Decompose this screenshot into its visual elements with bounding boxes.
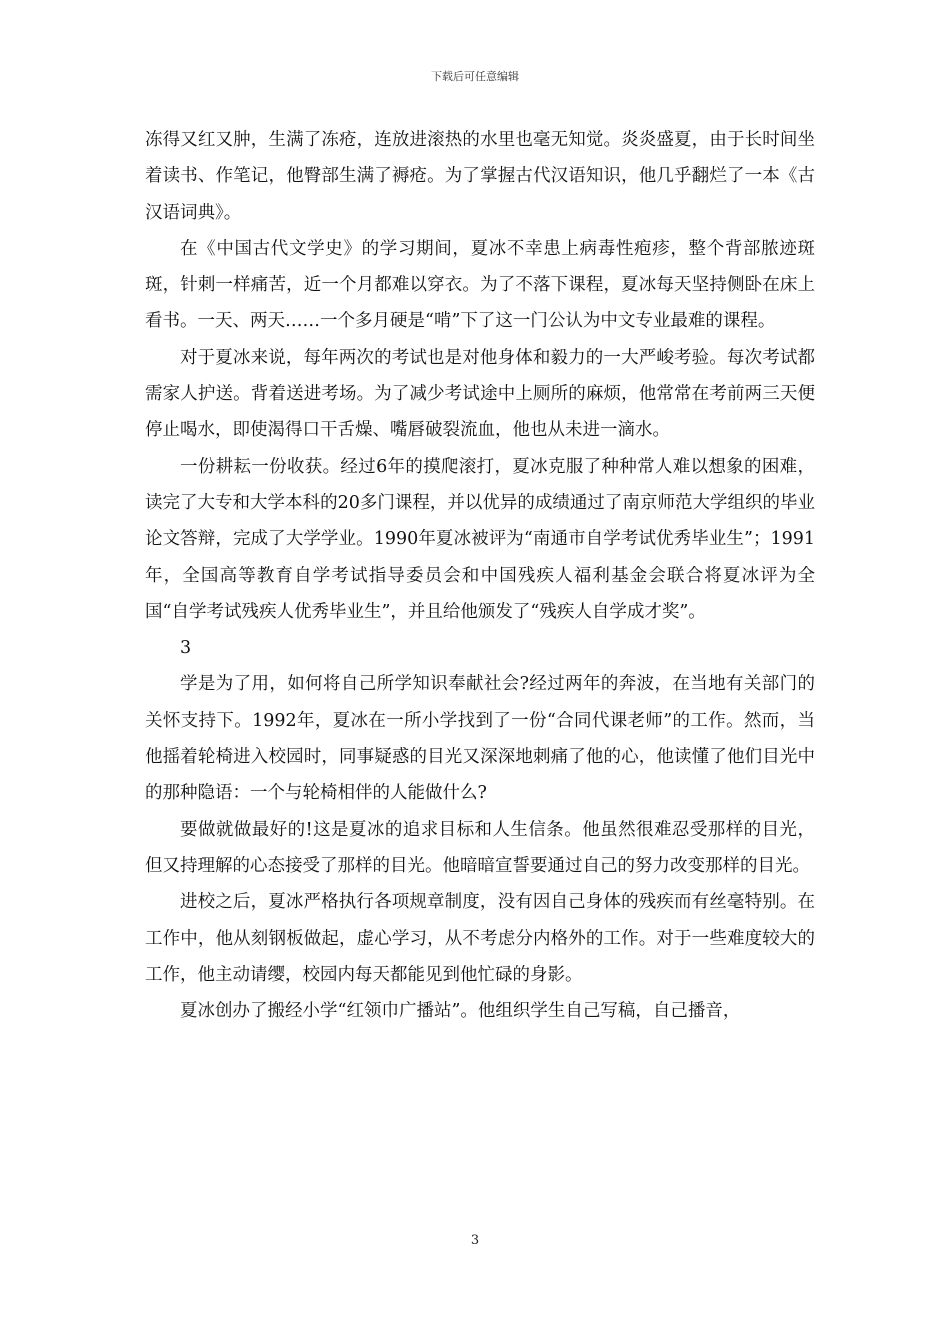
page-number: 3 — [470, 1233, 480, 1248]
page-header-note: 下载后可任意编辑 — [431, 70, 519, 83]
paragraph: 一份耕耘一份收获。经过6年的摸爬滚打，夏冰克服了种种常人难以想象的困难，读完了大专和大学本科的20多门课程，并以优异的成绩通过了南京师范大学组织的毕业论文答辩，完成了大学学业。1990年夏冰被评为“南通市自学考试优秀毕业生”；1991年，全国高等教育自学考试指导委员会和中国残疾人福利基金会联合将夏冰评为全国“自学考试残疾人优秀毕业生”，并且给他颁发了“残疾人自学成才奖”。 — [145, 456, 815, 622]
paragraph: 要做就做最好的!这是夏冰的追求目标和人生信条。他虽然很难忍受那样的目光，但又持理解的心态接受了那样的目光。他暗暗宣誓要通过自己的努力改变那样的目光。 — [145, 819, 815, 876]
paragraph: 对于夏冰来说，每年两次的考试也是对他身体和毅力的一大严峻考验。每次考试都需家人护送。背着送进考场。为了减少考试途中上厕所的麻烦，他常常在考前两三天便停止喝水，即使渴得口干舌燥、嘴唇破裂流血，他也从未进一滴水。 — [145, 347, 815, 441]
document-body — [145, 122, 815, 1029]
paragraph: 在《中国古代文学史》的学习期间，夏冰不幸患上病毒性疱疹，整个背部脓迹斑斑，针刺一样痛苦，近一个月都难以穿衣。为了不落下课程，夏冰每天坚持侧卧在床上看书。一天、两天……一个多月硬是“啃”下了这一门公认为中文专业最难的课程。 — [145, 238, 815, 332]
paragraph: 冻得又红又肿，生满了冻疮，连放进滚热的水里也毫无知觉。炎炎盛夏，由于长时间坐着读书、作笔记，他臀部生满了褥疮。为了掌握古代汉语知识，他几乎翻烂了一本《古汉语词典》。 — [145, 130, 815, 223]
paragraph: 进校之后，夏冰严格执行各项规章制度，没有因自己身体的残疾而有丝毫特别。在工作中，他从刻钢板做起，虚心学习，从不考虑分内格外的工作。对于一些难度较大的工作，他主动请缨，校园内每天都能见到他忙碌的身影。 — [145, 892, 815, 985]
paragraph: 学是为了用，如何将自己所学知识奉献社会?经过两年的奔波，在当地有关部门的关怀支持下。1992年，夏冰在一所小学找到了一份“合同代课老师”的工作。然而，当他摇着轮椅进入校园时，同事疑惑的目光又深深地刺痛了他的心，他读懂了他们目光中的那种隐语：一个与轮椅相伴的人能做什么? — [145, 674, 815, 804]
paragraph: 夏冰创办了搬经小学“红领巾广播站”。他组织学生自己写稿，自己播音， — [180, 1001, 741, 1022]
section-number: 3 — [180, 638, 192, 659]
